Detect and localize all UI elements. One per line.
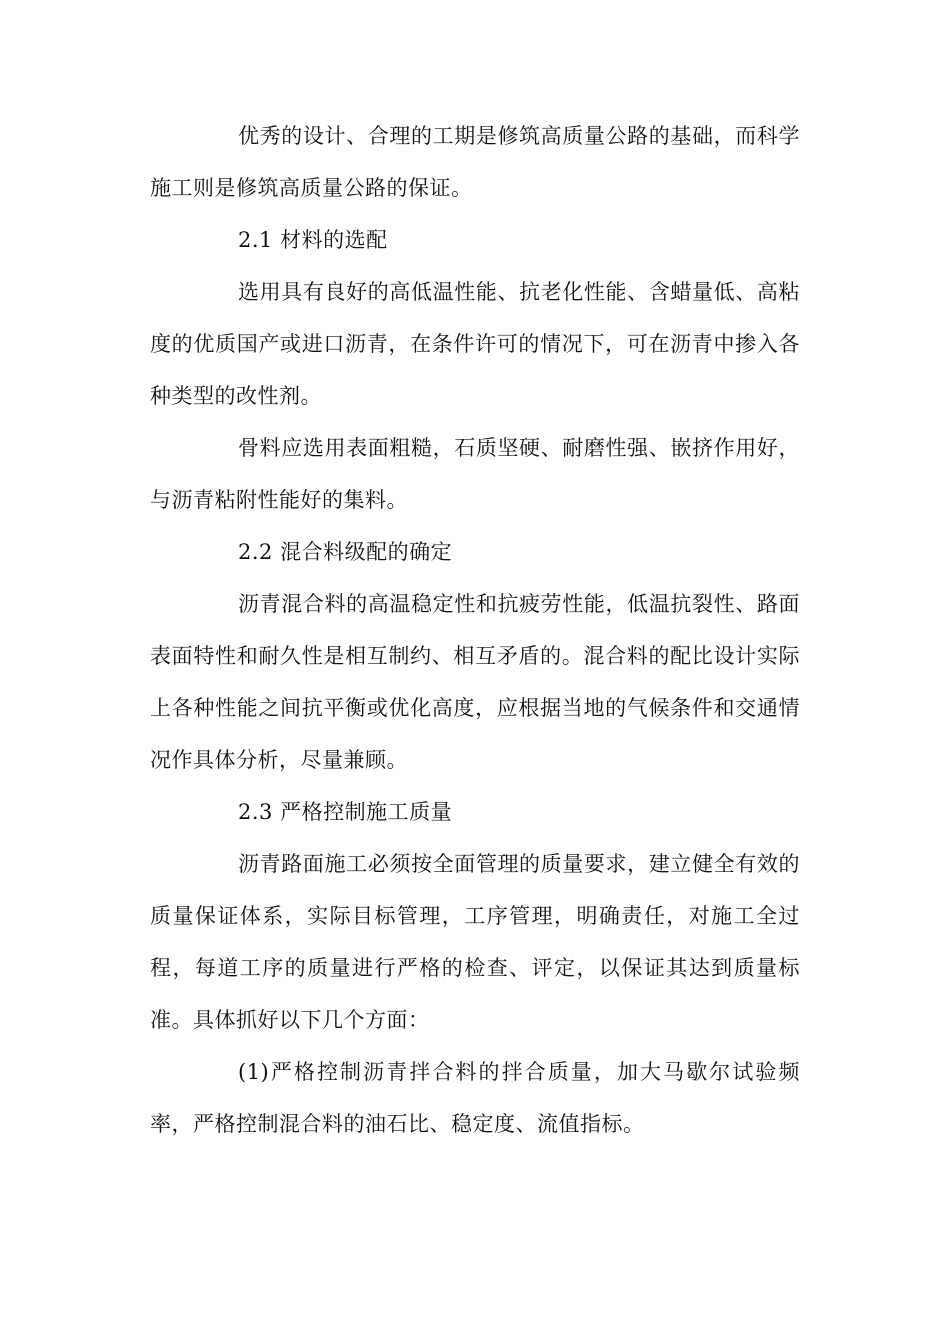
paragraph-quality-control: 沥青路面施工必须按全面管理的质量要求，建立健全有效的质量保证体系，实际目标管理，工序管理，明确责任，对施工全过程，每道工序的质量进行严格的检查、评定，以保证其达到质量标准。具体抓好以下几个方面： [150, 852, 800, 1032]
paragraph-item-1: (1)严格控制沥青拌合料的拌合质量，加大马歇尔试验频率，严格控制混合料的油石比、稳定度、流值指标。 [150, 1060, 800, 1136]
paragraph-mix-gradation: 沥青混合料的高温稳定性和抗疲劳性能，低温抗裂性、路面表面特性和耐久性是相互制约、相互矛盾的。混合料的配比设计实际上各种性能之间抗平衡或优化高度，应根据当地的气候条件和交通情况作具体分析，尽量兼顾。 [150, 592, 800, 772]
document-body [150, 110, 800, 1150]
heading-2-1: 2.1 材料的选配 [238, 228, 388, 252]
paragraph-intro: 优秀的设计、合理的工期是修筑高质量公路的基础，而科学施工则是修筑高质量公路的保证。 [150, 124, 800, 200]
paragraph-aggregate: 骨料应选用表面粗糙，石质坚硬、耐磨性强、嵌挤作用好，与沥青粘附性能好的集料。 [150, 436, 800, 512]
heading-2-2: 2.2 混合料级配的确定 [238, 540, 453, 564]
heading-2-3: 2.3 严格控制施工质量 [238, 800, 453, 824]
paragraph-asphalt-selection: 选用具有良好的高低温性能、抗老化性能、含蜡量低、高粘度的优质国产或进口沥青，在条件许可的情况下，可在沥青中掺入各种类型的改性剂。 [150, 280, 800, 408]
